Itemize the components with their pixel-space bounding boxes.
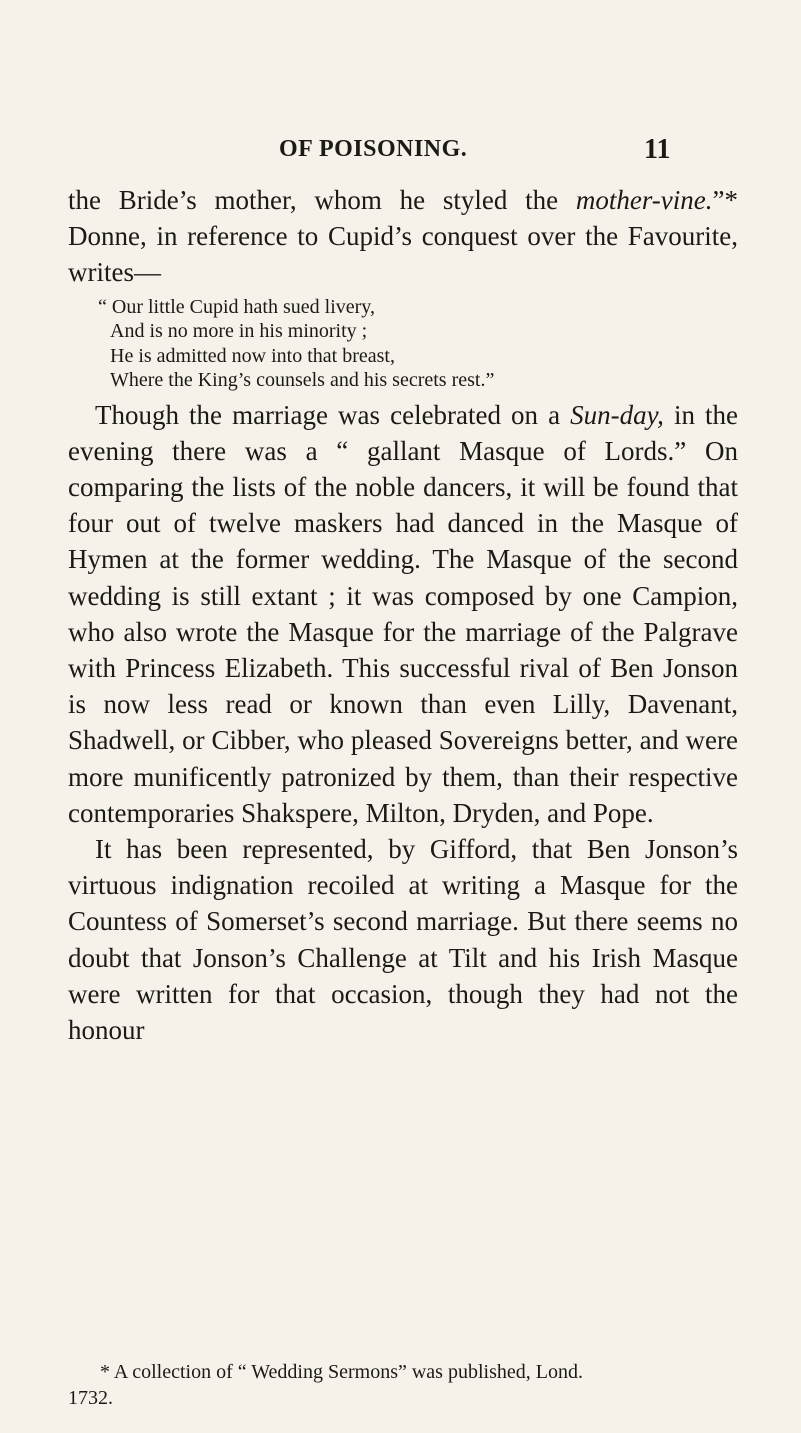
- page-number: 11: [644, 134, 671, 165]
- paragraph-3-text: It has been represented, by Gifford, that Ben Jonson’s virtuous indignation recoiled at writing a Masque for the Countess of Somerset’s second marriage. But there seems no doubt that Jonson’s Challenge at Tilt and his Irish Masque were written for that occasion, though they had not the honour: [68, 834, 738, 1046]
- footnote: [68, 1359, 738, 1411]
- paragraph-2: [68, 397, 738, 831]
- paragraph-2-italic-term: Sun-day,: [570, 399, 664, 430]
- paragraph-2-text-a: Though the marriage was celebrated on a: [95, 399, 571, 430]
- verse-line: He is admitted now into that breast,: [110, 344, 395, 367]
- paragraph-2-text-b: in the evening there was a “ gallant Masque of Lords.” On comparing the lists of the noble dancers, it will be found that four out of twelve maskers had danced in the Masque of Hymen at the former wedding. The Masque of the second wedding is still extant ; it was composed by one Campion, who also wrote the Masque for the marriage of the Palgrave with Princess Elizabeth. This successful rival of Ben Jonson is now less read or known than even Lilly, Davenant, Shadwell, or Cibber, who pleased Sovereigns better, and were more munificently patronized by them, than their respective contemporaries Shakspere, Milton, Dryden, and Pope.: [68, 399, 738, 828]
- running-title: OF POISONING.: [279, 136, 468, 162]
- verse-line: Where the King’s counsels and his secrets rest.”: [110, 369, 495, 392]
- paragraph-1: [68, 182, 738, 291]
- paragraph-1-text-b: ”* Donne, in reference to Cupid’s conquest over the Favourite, writes—: [68, 185, 738, 288]
- paragraph-3: [68, 831, 738, 1048]
- paragraph-1-text-a: the Bride’s mother, whom he styled the: [68, 185, 576, 215]
- paragraph-1-italic-term: mother-vine.: [575, 185, 713, 215]
- verse-line: And is no more in his minority ;: [110, 320, 368, 343]
- verse-quotation: [98, 295, 738, 393]
- verse-line: “ Our little Cupid hath sued livery,: [98, 295, 375, 318]
- body-text: [68, 182, 738, 1048]
- footnote-line-1: * A collection of “ Wedding Sermons” was published, Lond.: [100, 1361, 583, 1383]
- footnote-line-2: 1732.: [68, 1387, 113, 1409]
- page-header: [0, 136, 801, 176]
